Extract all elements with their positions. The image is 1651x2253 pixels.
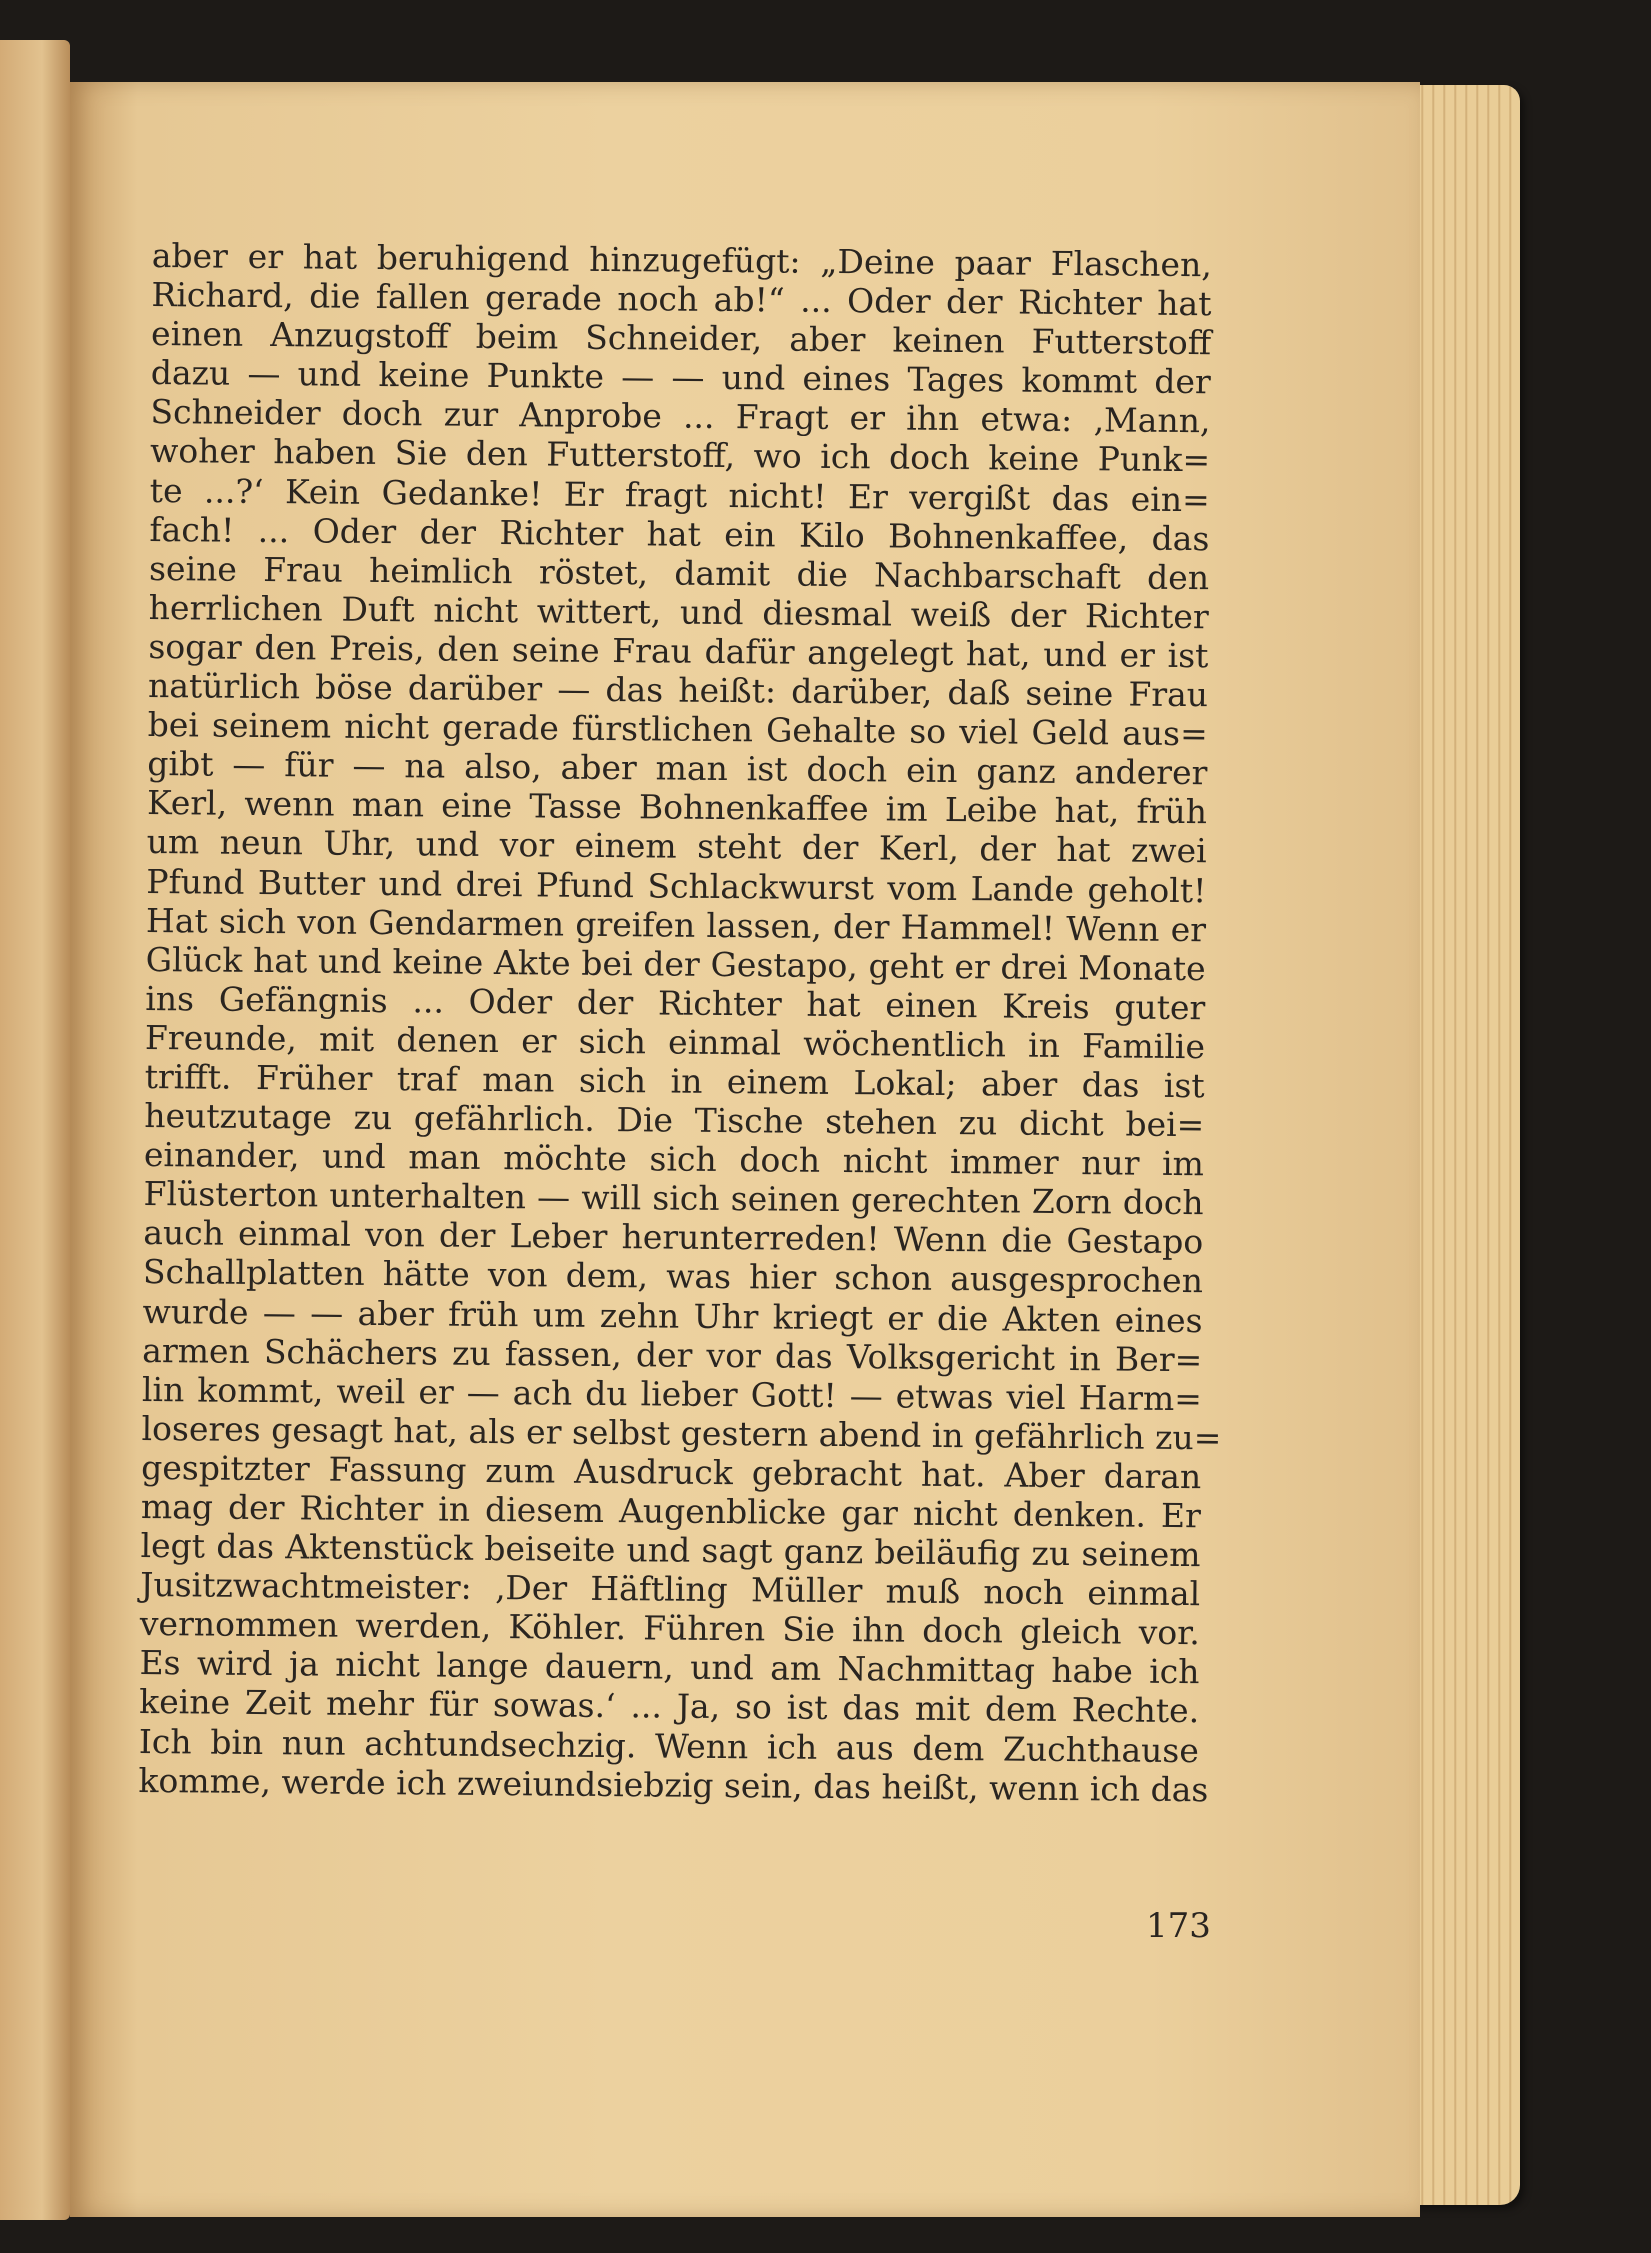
text-line: Schneider doch zur Anprobe ... Fragt er ihn etwa: ‚Mann, — [150, 392, 1211, 441]
text-line: komme, werde ich zweiundsiebzig sein, das heißt, wenn ich das — [138, 1760, 1209, 1809]
text-line: Hat sich von Gendarmen greifen lassen, der Hammel! Wenn er — [145, 900, 1207, 949]
text-line: einen Anzugstoff beim Schneider, aber keinen Futterstoff — [150, 314, 1212, 363]
text-line: trifft. Früher traf man sich in einem Lokal; aber das ist — [144, 1056, 1205, 1106]
text-line: seine Frau heimlich röstet, damit die Nachbarschaft den — [148, 548, 1210, 597]
text-line: fach! ... Oder der Richter hat ein Kilo Bohnenkaffee, das — [149, 509, 1210, 558]
text-line: Jusitzwachtmeister: ‚Der Häftling Müller muß noch einmal — [140, 1565, 1201, 1614]
text-line: bei seinem nicht gerade fürstlichen Gehalte so viel Geld aus= — [147, 705, 1208, 754]
text-line: Pfund Butter und drei Pfund Schlackwurst vom Lande geholt! — [146, 861, 1207, 910]
text-line: Es wird ja nicht lange dauern, und am Nachmittag habe ich — [139, 1643, 1200, 1692]
text-line: Ich bin nun achtundsechzig. Wenn ich aus dem Zuchthause — [138, 1721, 1199, 1770]
text-line: lin kommt, weil er — ach du lieber Gott! — etwas viel Harm= — [141, 1369, 1203, 1418]
text-line: vernommen werden, Köhler. Führen Sie ihn doch gleich vor. — [139, 1604, 1201, 1653]
text-line: Kerl, wenn man eine Tasse Bohnenkaffee im Leibe hat, früh — [146, 783, 1208, 832]
text-line: dazu — und keine Punkte — — und eines Tages kommt der — [150, 353, 1211, 402]
text-line: sogar den Preis, den seine Frau dafür angelegt hat, und er ist — [148, 626, 1209, 676]
text-line: auch einmal von der Leber herunterreden! Wenn die Gestapo — [143, 1213, 1204, 1262]
left-page-edge — [0, 40, 70, 2220]
text-line: einander, und man möchte sich doch nicht immer nur im — [143, 1135, 1205, 1184]
text-line: armen Schächers zu fassen, der vor das Volksgericht in Ber= — [142, 1330, 1203, 1379]
text-line: woher haben Sie den Futterstoff, wo ich doch keine Punk= — [149, 431, 1211, 480]
text-line: um neun Uhr, und vor einem steht der Kerl, der hat zwei — [146, 822, 1207, 871]
text-line: te ...?‘ Kein Gedanke! Er fragt nicht! Er vergißt das ein= — [149, 470, 1210, 519]
text-line: aber er hat beruhigend hinzugefügt: „Deine paar Flaschen, — [151, 236, 1212, 285]
text-line: Richard, die fallen gerade noch ab!“ ... Oder der Richter hat — [151, 275, 1212, 324]
text-line: keine Zeit mehr für sowas.‘ ... Ja, so ist das mit dem Rechte. — [139, 1682, 1200, 1731]
text-line: heutzutage zu gefährlich. Die Tische stehen zu dicht bei= — [144, 1096, 1205, 1145]
body-text — [138, 236, 1222, 1809]
text-line: gespitzter Fassung zum Ausdruck gebracht hat. Aber daran — [141, 1447, 1202, 1497]
text-line: wurde — — aber früh um zehn Uhr kriegt er die Akten eines — [142, 1291, 1203, 1340]
text-line: herrlichen Duft nicht wittert, und diesmal weiß der Richter — [148, 587, 1209, 637]
text-line: Schallplatten hätte von dem, was hier schon ausgesprochen — [142, 1252, 1204, 1301]
text-line: natürlich böse darüber — das heißt: darüber, daß seine Frau — [147, 666, 1209, 715]
page-number: 173 — [1146, 1906, 1211, 1946]
text-line: Freunde, mit denen er sich einmal wöchentlich in Familie — [144, 1017, 1206, 1067]
text-line: gibt — für — na also, aber man ist doch ein ganz anderer — [147, 744, 1208, 793]
text-line: Flüsterton unterhalten — will sich seinen gerechten Zorn doch — [143, 1174, 1204, 1223]
text-line: mag der Richter in diesem Augenblicke gar nicht denken. Er — [140, 1486, 1202, 1536]
text-line: legt das Aktenstück beiseite und sagt ganz beiläufig zu seinem — [140, 1526, 1201, 1575]
text-line: Glück hat und keine Akte bei der Gestapo, geht er drei Monate — [145, 939, 1206, 988]
text-line: loseres gesagt hat, als er selbst gestern abend in gefährlich zu= — [141, 1408, 1222, 1458]
text-line: ins Gefängnis ... Oder der Richter hat einen Kreis guter — [145, 978, 1206, 1028]
